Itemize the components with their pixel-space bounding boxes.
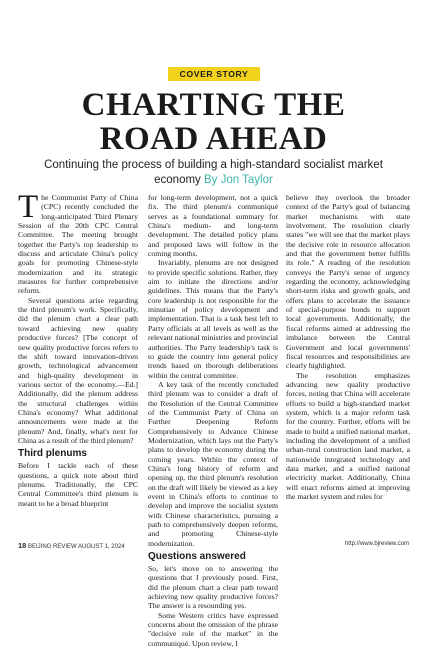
article-column-2 <box>148 193 278 648</box>
paragraph: A key task of the recently concluded third plenum was to consider a draft of the Resolution of the Central Committee of the Communist Party of China on Further Deepening Reform Comprehensively to Advance Chinese Modernization, which lays out the Party's plans to develop the economy during the coming years. Within the context of China's long history of reform and opening up, the third plenum's resolution on the draft will likely be viewed as a key event in China's efforts to continue to develop and improve the socialist system with Chinese characteristics, pursuing a path to comprehensively deepen reforms, and promoting Chinese-style modernization. <box>148 379 278 548</box>
paragraph: Invariably, plenums are not designed to provide specific solutions. Rather, they aim to initiate the directions and/or guidelines. This means that the Party's core leadership is not responsible for the minutiae of policy development and implementation. That is a task best left to Party officials at all levels as well as the relevant national ministries and provincial authorities. The Party leadership's task is to guide the country into general policy trends based on thorough deliberations within the central committee. <box>148 258 278 380</box>
footer-url: http://www.bjreview.com <box>344 541 409 547</box>
drop-cap: T <box>18 189 39 225</box>
paragraph-text: he Communist Party of China (CPC) recently concluded the long-anticipated Third Plenary Session of the 20th CPC Central Committee. The meeting brought together the Party's top leadership to discuss and articulate China's policy goals for promoting Chinese-style modernization and its strategic measures for further comprehensive reform. <box>18 193 138 296</box>
article-column-3 <box>286 193 410 501</box>
paragraph: Before I tackle each of these questions, a quick note about third plenums. Traditionally, the CPC Central Committee's third plenum is meant to be a broad blueprint <box>18 461 138 508</box>
headline-line-1: CHARTING THE <box>81 87 346 123</box>
paragraph: So, let's move on to answering the questions that I previously posed. First, did the plenum chart a clear path toward achieving new quality productive forces? The answer is a resounding yes. <box>148 564 278 611</box>
subheading-third-plenums: Third plenums <box>18 448 87 460</box>
publication-date: BEIJING REVIEW AUGUST 1, 2024 <box>28 544 125 550</box>
section-tag: COVER STORY <box>168 67 260 81</box>
paragraph: The resolution emphasizes advancing new quality productive forces, noting that China will accelerate efforts to build a high-standard market system, which is a major reform task for the country. Further, efforts will be made to build a unified national market, including the development of a unified urban-rural construction land market, a nationwide integrated technology and data market, and a unified national electricity market. Additionally, China will enact reforms aimed at improving the market system and rules for <box>286 370 410 501</box>
paragraph: Some Western critics have expressed concerns about the omission of the phrase "decisive role of the market" in the communiqué. Upon review, I <box>148 610 278 648</box>
paragraph: believe they overlook the broader context of the Party's goal of balancing market mechanisms with state involvement. The resolution clearly states "we will see that the market plays the decisive role in resource allocation and that the government better fulfills its role." A reading of the resolution conveys the Party's sense of urgency regarding the economy, acknowledging short-term risks and growth goals, and offers plans to accelerate the issuance of special-purpose bonds to support local governments. Additionally, the fiscal reforms aimed at addressing the imbalance between the Central Government and local governments' fiscal resources and responsibilities are clearly highlighted. <box>286 193 410 371</box>
article-column-1 <box>18 189 138 508</box>
paragraph: Several questions arise regarding the third plenum's work. Specifically, did the plenum chart a clear path toward achieving new quality productive forces? [The concept of new quality productive forces refers to the shift toward innovation-driven growth, technological advancement and high-quality development in various sector of the economy.—Ed.] Additionally, did the plenum address the structural challenges within China's economy? What additional announcements were made at the plenum? And, finally, what's next for China as a result of the third plenum? <box>18 295 138 445</box>
footer-left <box>18 541 125 550</box>
page-number: 18 <box>18 541 27 550</box>
subtitle <box>20 158 407 188</box>
byline: By Jon Taylor <box>204 174 273 186</box>
paragraph <box>18 189 138 296</box>
subtitle-text: Continuing the process of building a high-standard socialist market economy <box>44 159 383 186</box>
paragraph: for long-term development, not a quick fix. The third plenum's communiqué serves as a foundational summary for China's medium- and long-term development. The detailed policy plans and proposed laws will follow in the coming months. <box>148 193 278 259</box>
subheading-questions-answered: Questions answered <box>148 551 246 563</box>
headline-line-2: ROAD AHEAD <box>99 121 328 157</box>
